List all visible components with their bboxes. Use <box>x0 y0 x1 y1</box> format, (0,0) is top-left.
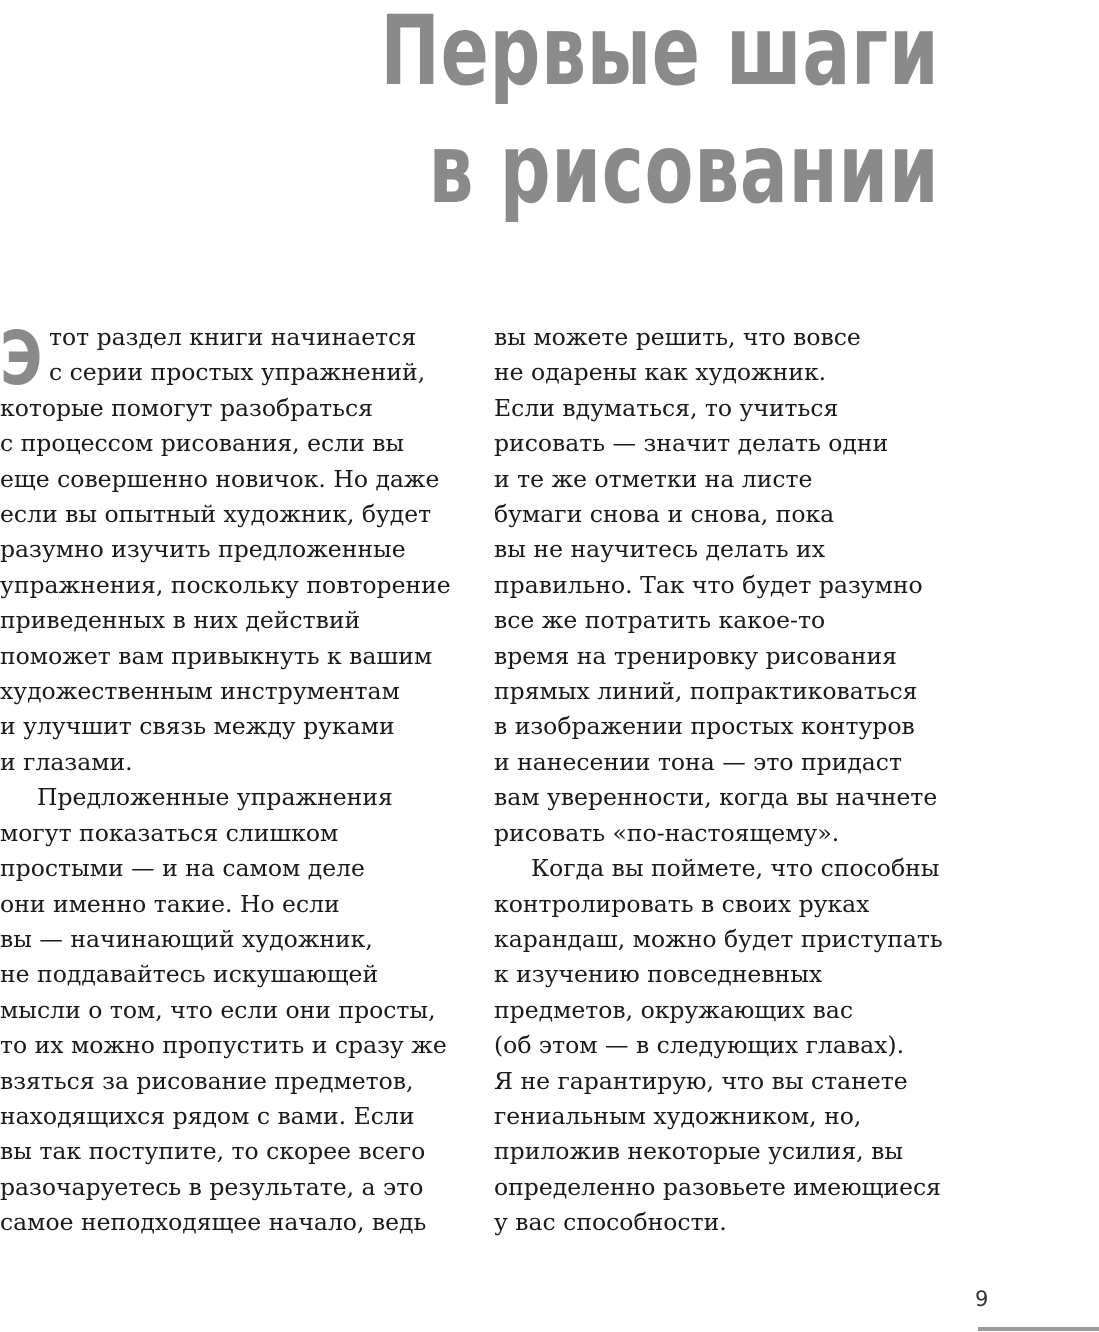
text-line: предметов, окружающих вас <box>494 995 854 1024</box>
text-line: Я не гарантирую, что вы станете <box>494 1066 908 1095</box>
text-line: бумаги снова и снова, пока <box>494 500 835 529</box>
text-line: Если вдуматься, то учиться <box>494 393 839 422</box>
text-line: в изображении простых контуров <box>494 712 915 741</box>
text-line: и те же отметки на листе <box>494 464 813 493</box>
text-line: если вы опытный художник, будет <box>0 500 432 529</box>
text-line: приведенных в них действий <box>0 606 361 635</box>
text-line: тот раздел книги начинается <box>49 323 417 351</box>
text-line: все же потратить какое-то <box>494 606 826 635</box>
text-line: поможет вам привыкнуть к вашим <box>0 641 433 670</box>
text-line: вы — начинающий художник, <box>0 924 373 953</box>
text-line: вам уверенности, когда вы начнете <box>494 783 938 812</box>
text-column-right <box>494 320 954 1241</box>
text-line: вы можете решить, что вовсе <box>494 323 861 351</box>
chapter-title <box>380 0 939 228</box>
text-line: самое неподходящее начало, ведь <box>0 1208 427 1237</box>
text-line: могут показаться слишком <box>0 818 339 847</box>
text-line: которые помогут разобраться <box>0 393 373 422</box>
text-line: разочаруетесь в результате, а это <box>0 1172 424 1201</box>
text-line: с процессом рисования, если вы <box>0 429 405 458</box>
text-line: (об этом — в следующих главах). <box>494 1031 905 1060</box>
text-line: и нанесении тона — это придаст <box>494 747 902 776</box>
text-line: они именно такие. Но если <box>0 889 340 918</box>
text-line: взяться за рисование предметов, <box>0 1066 414 1095</box>
text-line: приложив некоторые усилия, вы <box>494 1137 904 1166</box>
text-line: вы так поступите, то скорее всего <box>0 1137 426 1166</box>
text-line: с серии простых упражнений, <box>49 358 426 387</box>
text-line: и улучшит связь между руками <box>0 712 395 741</box>
text-line: Предложенные упражнения <box>37 783 393 812</box>
text-line: художественным инструментам <box>0 677 400 706</box>
text-line: мысли о том, что если они просты, <box>0 995 436 1024</box>
text-line: не одарены как художник. <box>494 358 827 387</box>
text-line: определенно разовьете имеющиеся <box>494 1172 941 1201</box>
page-number: 9 <box>975 1287 989 1311</box>
text-line: еще совершенно новичок. Но даже <box>0 464 440 493</box>
text-line: и глазами. <box>0 747 133 776</box>
text-line: рисовать — значит делать одни <box>494 429 889 458</box>
text-line: Когда вы поймете, что способны <box>531 854 940 883</box>
text-column-left <box>0 316 451 1241</box>
text-line: находящихся рядом с вами. Если <box>0 1101 415 1130</box>
text-line: карандаш, можно будет приступать <box>494 924 943 953</box>
text-line: то их можно пропустить и сразу же <box>0 1031 447 1060</box>
text-line: не поддавайтесь искушающей <box>0 960 379 989</box>
text-line: к изучению повседневных <box>494 960 823 989</box>
drop-cap: Э <box>0 316 43 402</box>
text-line: упражнения, поскольку повторение <box>0 570 451 599</box>
text-line: прямых линий, попрактиковаться <box>494 677 918 706</box>
page-number-rule <box>978 1327 1099 1331</box>
text-line: рисовать «по-настоящему». <box>494 818 840 847</box>
text-line: простыми — и на самом деле <box>0 854 365 883</box>
text-line: разумно изучить предложенные <box>0 535 406 564</box>
text-line: гениальным художником, но, <box>494 1101 862 1130</box>
text-line: правильно. Так что будет разумно <box>494 570 923 599</box>
text-line: контролировать в своих руках <box>494 889 870 918</box>
chapter-title-line-2: в рисовании <box>428 113 939 225</box>
text-line: вы не научитесь делать их <box>494 535 825 564</box>
text-line: время на тренировку рисования <box>494 641 897 670</box>
text-line: у вас способности. <box>494 1208 727 1237</box>
chapter-title-line-1: Первые шаги <box>379 0 939 107</box>
